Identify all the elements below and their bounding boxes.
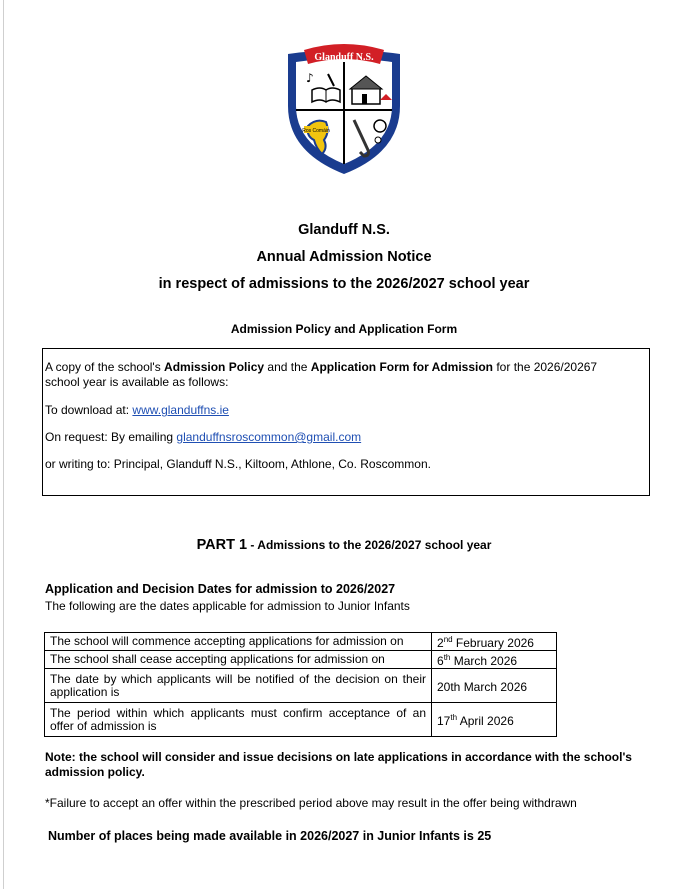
date-value: 2nd February 2026 bbox=[432, 633, 557, 651]
date-value: 17th April 2026 bbox=[432, 703, 557, 737]
request-line: On request: By emailing glanduffnsroscommon@gmail.com bbox=[45, 430, 362, 444]
date-label: The school will commence accepting applications for admission on bbox=[45, 633, 432, 651]
info-intro: A copy of the school's Admission Policy and the Application Form for Admission for the 2026/20267 bbox=[45, 360, 598, 374]
email-link[interactable]: glanduffnsroscommon@gmail.com bbox=[176, 430, 362, 444]
info-box bbox=[42, 348, 650, 496]
crest-banner-text: Glanduff N.S. bbox=[314, 52, 374, 63]
writing-line: or writing to: Principal, Glanduff N.S., Kiltoom, Athlone, Co. Roscommon. bbox=[45, 457, 431, 471]
policy-heading: Admission Policy and Application Form bbox=[230, 322, 458, 336]
date-value: 6th March 2026 bbox=[432, 651, 557, 669]
dates-heading: Application and Decision Dates for admission to 2026/2027 bbox=[45, 582, 396, 596]
dates-table bbox=[44, 632, 557, 737]
date-label: The school shall cease accepting applications for admission on bbox=[45, 651, 432, 669]
notice-title: Annual Admission Notice bbox=[256, 249, 432, 265]
table-row bbox=[45, 651, 557, 669]
table-row bbox=[45, 633, 557, 651]
places-available: Number of places being made available in 2026/2027 in Junior Infants is 25 bbox=[48, 829, 492, 843]
school-crest-logo bbox=[282, 40, 406, 178]
failure-note: *Failure to accept an offer within the prescribed period above may result in the offer being withdrawn bbox=[45, 796, 577, 810]
crest-badge-text: Ros Comáin bbox=[302, 128, 330, 134]
part1-heading: PART 1 - Admissions to the 2026/2027 school year bbox=[196, 537, 492, 553]
notice-subtitle: in respect of admissions to the 2026/2027 school year bbox=[158, 276, 530, 292]
page-edge bbox=[3, 0, 4, 889]
info-intro-line2: school year is available as follows: bbox=[45, 375, 229, 389]
dates-subheading: The following are the dates applicable for admission to Junior Infants bbox=[45, 599, 410, 613]
date-label: The date by which applicants will be notified of the decision on their application is bbox=[45, 669, 432, 703]
table-row bbox=[45, 703, 557, 737]
date-label: The period within which applicants must confirm acceptance of an offer of admission is bbox=[45, 703, 432, 737]
table-row bbox=[45, 669, 557, 703]
date-value: 20th March 2026 bbox=[432, 669, 557, 703]
svg-text:♪: ♪ bbox=[306, 71, 314, 85]
website-link[interactable]: www.glanduffns.ie bbox=[132, 403, 229, 417]
late-applications-note: Note: the school will consider and issue decisions on late applications in accordance with the school's admission policy. bbox=[45, 750, 632, 779]
school-name: Glanduff N.S. bbox=[298, 222, 390, 238]
download-line: To download at: www.glanduffns.ie bbox=[45, 403, 229, 417]
